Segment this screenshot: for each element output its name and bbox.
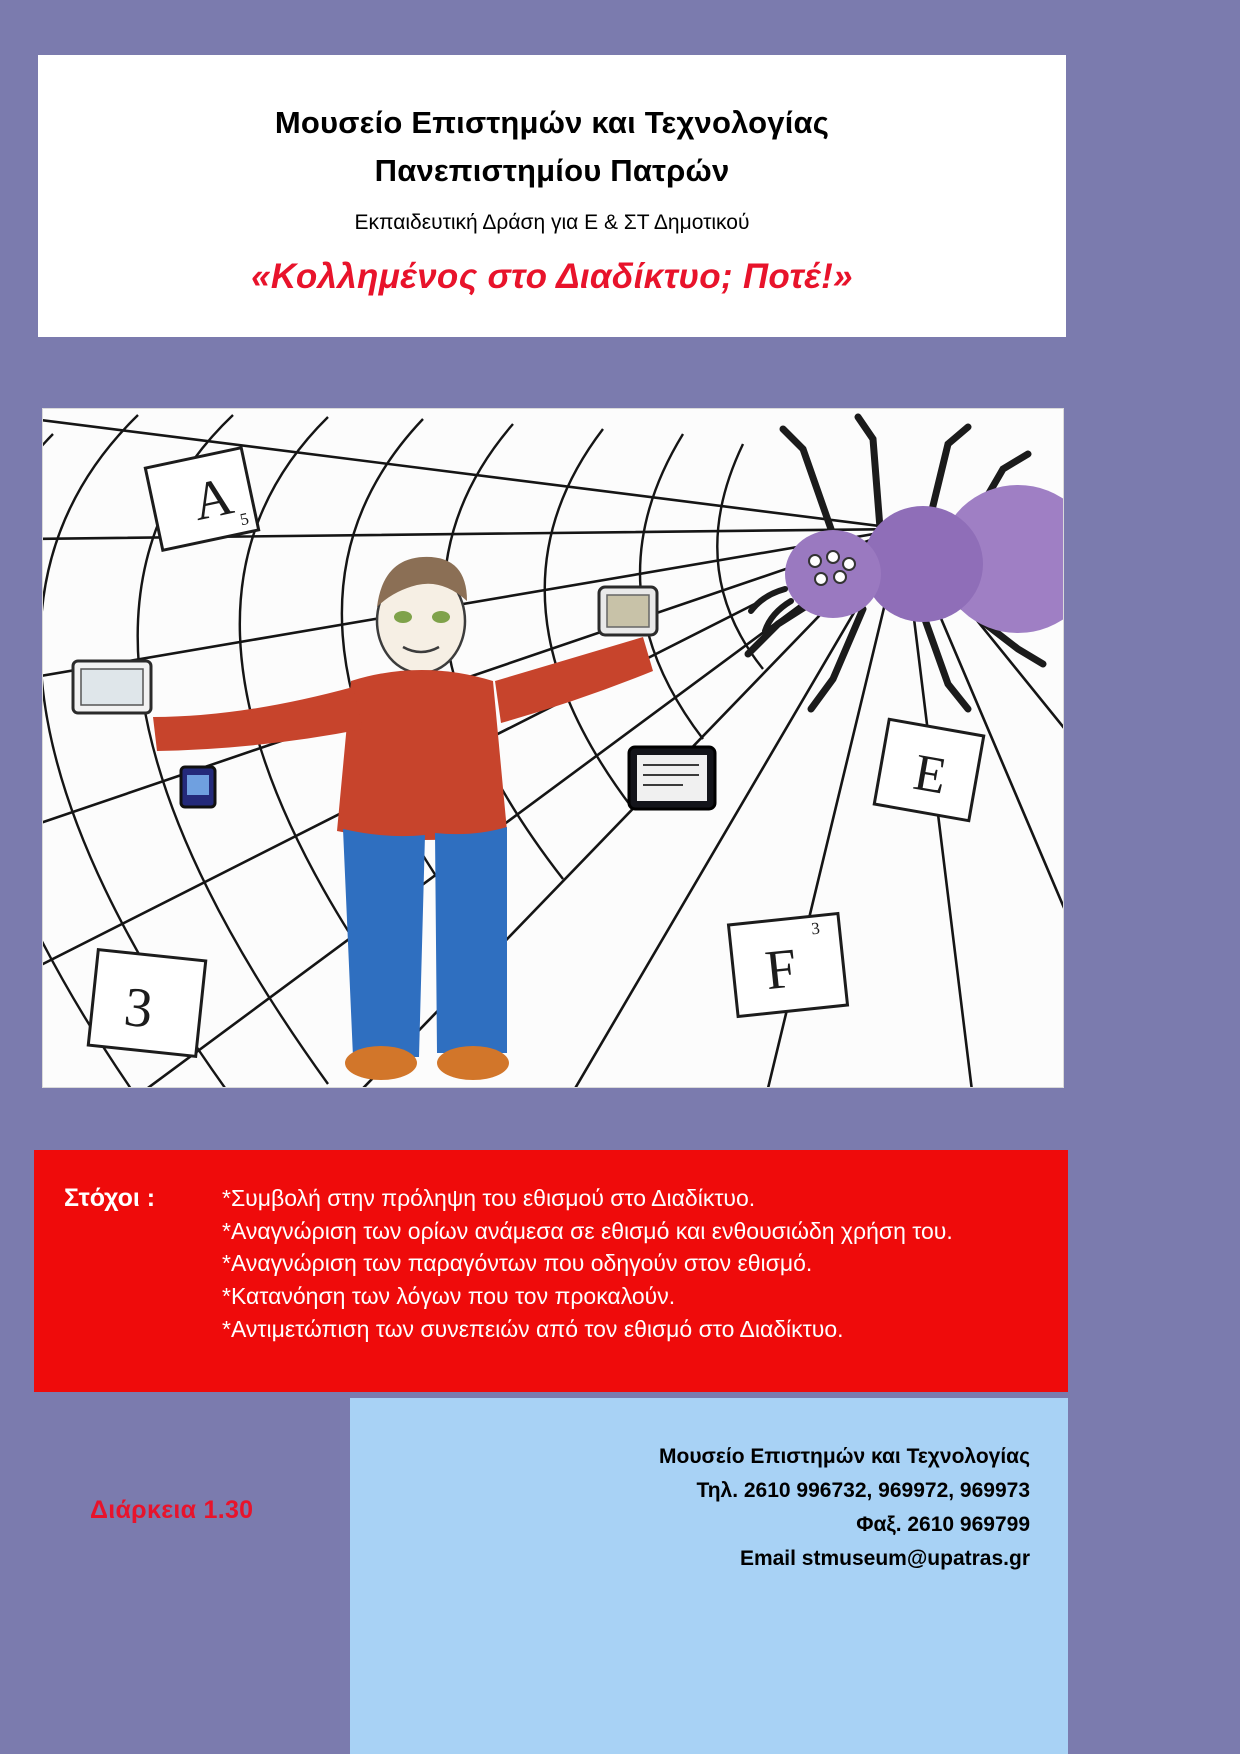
goal-item: *Αναγνώριση των παραγόντων που οδηγούν στον εθισμό. [222, 1250, 813, 1277]
svg-text:E: E [909, 743, 951, 806]
goal-item: *Αναγνώριση των ορίων ανάμεσα σε εθισμό και ενθουσιώδη χρήση του. [222, 1217, 953, 1244]
page-title: «Κολλημένος στο Διαδίκτυο; Ποτέ!» [251, 257, 853, 297]
contact-phone: Τηλ. 2610 996732, 969972, 969973 [696, 1479, 1030, 1503]
goals-list [222, 1182, 953, 1345]
svg-text:A: A [187, 465, 238, 533]
goal-item: *Αντιμετώπιση των συνεπειών από τον εθισμό στο Διαδίκτυο. [222, 1315, 844, 1342]
contact-fax: Φαξ. 2610 969799 [856, 1513, 1030, 1537]
contact-museum-name: Μουσείο Επιστημών και Τεχνολογίας [659, 1445, 1030, 1468]
svg-text:F: F [762, 937, 800, 1003]
artwork-panel [42, 408, 1064, 1088]
museum-name-line1: Μουσείο Επιστημών και Τεχνολογίας [274, 105, 830, 140]
duration-label: Διάρκεια 1.30 [90, 1496, 254, 1524]
contact-panel [350, 1398, 1068, 1754]
header-subtitle: Εκπαιδευτική Δράση για Ε & ΣΤ Δημοτικού [354, 211, 750, 235]
contact-email: Email stmuseum@upatras.gr [739, 1547, 1030, 1571]
svg-text:3: 3 [121, 975, 156, 1041]
spider-web-drawing [43, 409, 1064, 1088]
goal-item: *Συμβολή στην πρόληψη του εθισμού στο Διαδίκτυο. [222, 1185, 756, 1211]
header-panel [38, 55, 1066, 337]
goals-panel [34, 1150, 1068, 1392]
svg-text:5: 5 [238, 508, 251, 530]
svg-text:3: 3 [810, 918, 821, 939]
goals-label: Στόχοι : [64, 1184, 156, 1212]
museum-name-line2: Πανεπιστημίου Πατρών [374, 153, 730, 189]
goal-item: *Κατανόηση των λόγων που τον προκαλούν. [222, 1282, 676, 1309]
